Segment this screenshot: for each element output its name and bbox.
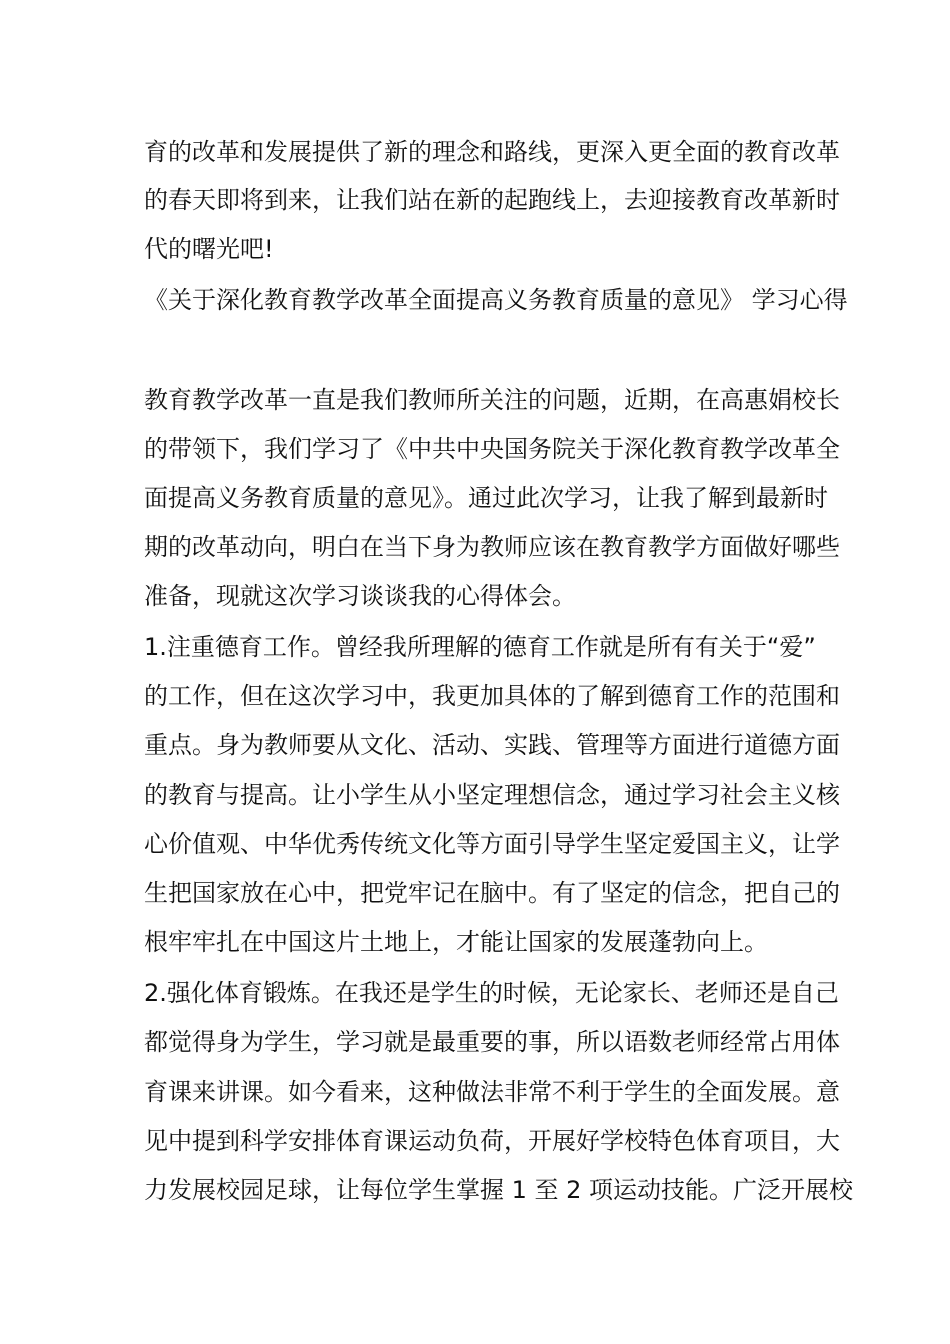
paragraph-3-line-5: 心价值观、中华优秀传统文化等方面引导学生坚定爱国主义，让学 — [144, 830, 840, 858]
paragraph-2-line-3: 面提高义务教育质量的意见》。通过此次学习，让我了解到最新时 — [144, 484, 828, 512]
paragraph-3-line-2: 的工作，但在这次学习中，我更加具体的了解到德育工作的范围和 — [144, 682, 840, 710]
paragraph-1-line-2: 的春天即将到来，让我们站在新的起跑线上，去迎接教育改革新时 — [144, 186, 840, 214]
paragraph-4-line-3: 育课来讲课。如今看来，这种做法非常不利于学生的全面发展。意 — [144, 1078, 840, 1106]
paragraph-4-line-2: 都觉得身为学生，学习就是最重要的事，所以语数老师经常占用体 — [144, 1028, 840, 1056]
paragraph-3-line-1: 1.注重德育工作。曾经我所理解的德育工作就是所有有关于“爱” — [144, 633, 816, 661]
paragraph-4-line-5: 力发展校园足球，让每位学生掌握 1 至 2 项运动技能。广泛开展校 — [144, 1176, 854, 1204]
paragraph-3-line-3: 重点。身为教师要从文化、活动、实践、管理等方面进行道德方面 — [144, 731, 840, 759]
paragraph-3-line-7: 根牢牢扎在中国这片土地上，才能让国家的发展蓬勃向上。 — [144, 928, 768, 956]
paragraph-1-line-1: 育的改革和发展提供了新的理念和路线，更深入更全面的教育改革 — [144, 138, 840, 166]
paragraph-3-line-4: 的教育与提高。让小学生从小坚定理想信念，通过学习社会主义核 — [144, 781, 840, 809]
paragraph-2-line-2: 的带领下，我们学习了《中共中央国务院关于深化教育教学改革全 — [144, 435, 840, 463]
paragraph-2-line-5: 准备，现就这次学习谈谈我的心得体会。 — [144, 582, 576, 610]
paragraph-2-line-4: 期的改革动向，明白在当下身为教师应该在教育教学方面做好哪些 — [144, 533, 840, 561]
paragraph-4-line-4: 见中提到科学安排体育课运动负荷，开展好学校特色体育项目，大 — [144, 1127, 840, 1155]
paragraph-4-line-1: 2.强化体育锻炼。在我还是学生的时候，无论家长、老师还是自己 — [144, 979, 839, 1007]
paragraph-1-line-3: 代的曙光吧! — [144, 235, 274, 263]
paragraph-2-line-1: 教育教学改革一直是我们教师所关注的问题，近期，在高惠娟校长 — [144, 386, 840, 414]
paragraph-3-line-6: 生把国家放在心中，把党牢记在脑中。有了坚定的信念，把自己的 — [144, 879, 840, 907]
document-title: 《关于深化教育教学改革全面提高义务教育质量的意见》 学习心得 — [144, 286, 848, 314]
